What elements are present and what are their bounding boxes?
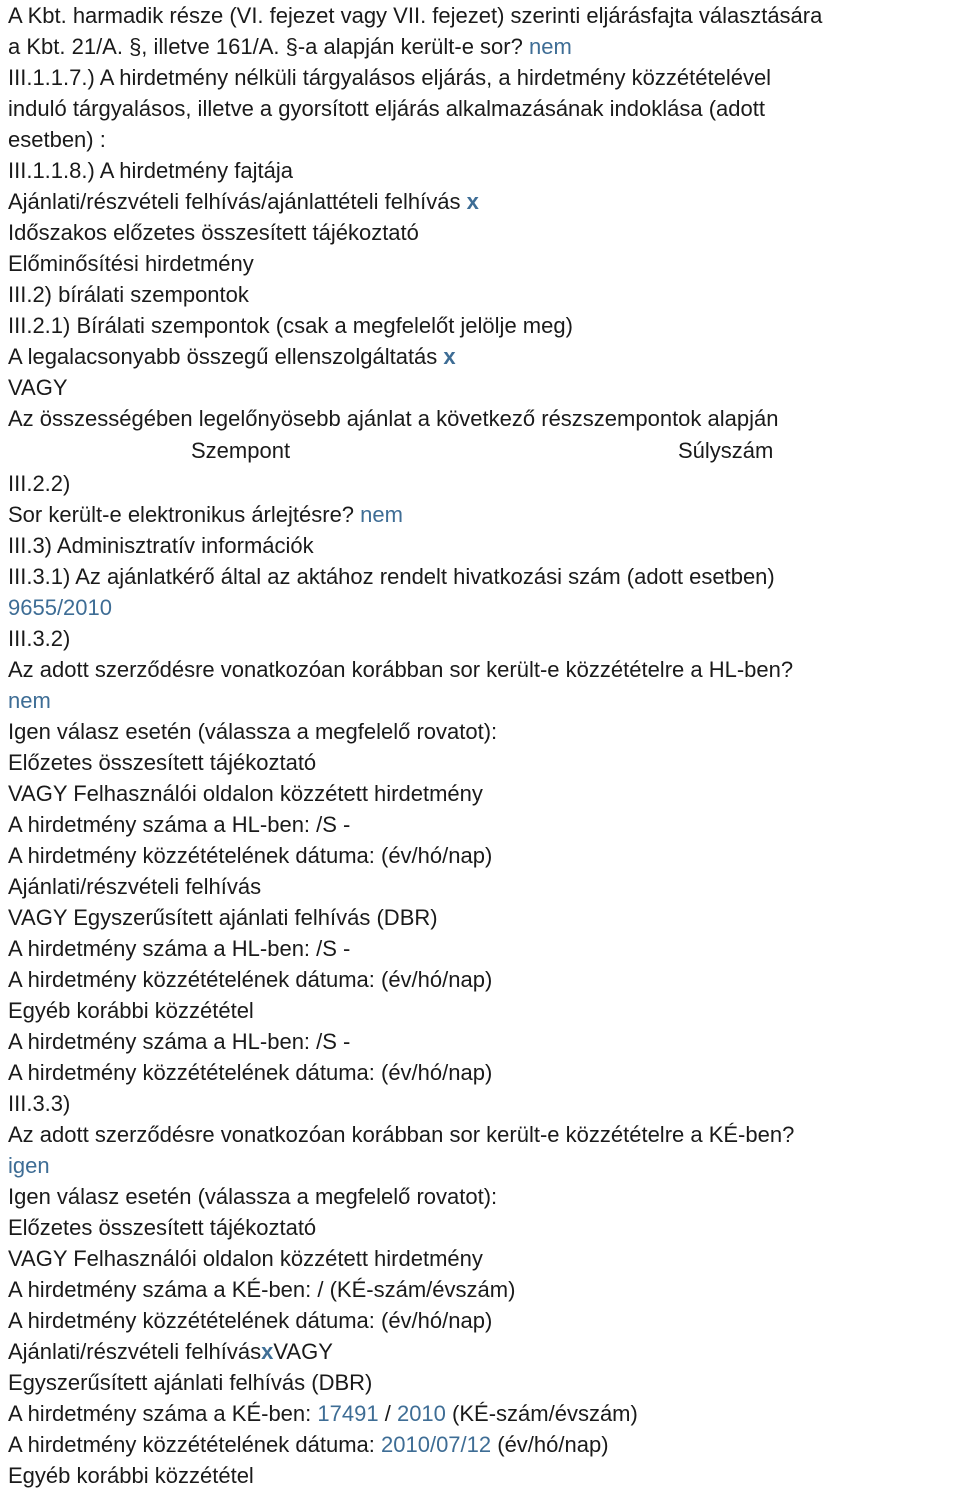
line-text: III.1.1.8.) A hirdetmény fajtája (8, 158, 293, 183)
line-text: Az összességében legelőnyösebb ajánlat a következő részszempontok alapján (8, 406, 779, 431)
line-text: III.3.3) (8, 1091, 71, 1116)
line-text: Ajánlati/részvételi felhívás/ajánlattételi felhívás (8, 189, 461, 214)
text-line (8, 403, 960, 434)
text-line (8, 1181, 960, 1212)
text-line (8, 1305, 960, 1336)
line-text: A Kbt. harmadik része (VI. fejezet vagy VII. fejezet) szerinti eljárásfajta választására (8, 3, 823, 28)
text-line (8, 654, 960, 685)
ke-notice-number-line: A hirdetmény száma a KÉ-ben: 17491 / 2010 (KÉ-szám/évszám) (8, 1401, 638, 1426)
line-text: A hirdetmény közzétételének dátuma: (év/hó/nap) (8, 843, 493, 868)
text-line (8, 1119, 960, 1150)
line-text: III.3.2) (8, 626, 71, 651)
text-line (8, 1026, 960, 1057)
line-text: Ajánlati/részvételi felhívás (8, 874, 262, 899)
text-line (8, 372, 960, 403)
text-line (8, 62, 960, 93)
text-line (8, 685, 960, 716)
line-text: VAGY Felhasználói oldalon közzétett hirdetmény (8, 781, 483, 806)
text-line (8, 341, 960, 372)
section-administrative-info (8, 468, 960, 1336)
ke-publication-date-line: A hirdetmény közzétételének dátuma: 2010/07/12 (év/hó/nap) (8, 1432, 609, 1457)
text-line (8, 1212, 960, 1243)
text-line (8, 1274, 960, 1305)
text-line (8, 468, 960, 499)
line-text: III.3.1) Az ajánlatkérő által az aktához rendelt hivatkozási szám (adott esetben) (8, 564, 775, 589)
field-value: igen (8, 1153, 50, 1178)
line-text: Időszakos előzetes összesített tájékoztató (8, 220, 419, 245)
text-line (8, 530, 960, 561)
line-text: III.1.1.7.) A hirdetmény nélküli tárgyalásos eljárás, a hirdetmény közzétételével (8, 65, 772, 90)
line-text: III.2.2) (8, 471, 71, 496)
text-line (8, 186, 960, 217)
line-text: Az adott szerződésre vonatkozóan korábban sor került-e közzétételre a HL-ben? (8, 657, 794, 682)
text-line (8, 1057, 960, 1088)
ke-publication-date: 2010/07/12 (381, 1432, 492, 1457)
line-text: Előminősítési hirdetmény (8, 251, 254, 276)
text-line (8, 840, 960, 871)
checkmark-x: x (466, 189, 479, 214)
other-publication-line: Egyéb korábbi közzététel (8, 1463, 254, 1488)
line-text: A hirdetmény száma a HL-ben: /S - (8, 812, 351, 837)
line-text: Előzetes összesített tájékoztató (8, 750, 317, 775)
text-line (8, 747, 960, 778)
line-text: VAGY (8, 375, 68, 400)
line-text: Előzetes összesített tájékoztató (8, 1215, 317, 1240)
criteria-column-header: Szempont (191, 438, 291, 463)
section-procedure-and-notice-type (8, 0, 960, 434)
line-text: A hirdetmény száma a KÉ-ben: / (KÉ-szám/évszám) (8, 1277, 516, 1302)
text-line (8, 623, 960, 654)
field-value: nem (528, 34, 572, 59)
ke-notice-year: 2010 (396, 1401, 446, 1426)
text-line (8, 716, 960, 747)
line-text: Igen válasz esetén (válassza a megfelelő rovatot): (8, 719, 498, 744)
line-text: III.2) bírálati szempontok (8, 282, 249, 307)
field-value: nem (8, 688, 51, 713)
text-line (8, 310, 960, 341)
text-line (8, 155, 960, 186)
line-text: A hirdetmény száma a HL-ben: /S - (8, 936, 351, 961)
field-value: 9655/2010 (8, 595, 112, 620)
ke-call-checkmark: x (261, 1339, 274, 1364)
text-line (8, 871, 960, 902)
text-line (8, 1243, 960, 1274)
text-line (8, 93, 960, 124)
text-line (8, 0, 960, 31)
line-text: VAGY Egyszerűsített ajánlati felhívás (DBR) (8, 905, 438, 930)
line-text: III.3) Adminisztratív információk (8, 533, 314, 558)
line-text: A hirdetmény közzétételének dátuma: (év/hó/nap) (8, 967, 493, 992)
text-line (8, 592, 960, 623)
line-text: A legalacsonyabb összegű ellenszolgáltatás (8, 344, 438, 369)
line-text: III.2.1) Bírálati szempontok (csak a megfelelőt jelölje meg) (8, 313, 573, 338)
ke-call-line: Ajánlati/részvételi felhívásxVAGY (8, 1339, 333, 1364)
weight-column-header: Súlyszám (678, 438, 774, 463)
line-text: Igen válasz esetén (válassza a megfelelő rovatot): (8, 1184, 498, 1209)
text-line (8, 124, 960, 155)
text-line (8, 809, 960, 840)
line-text: induló tárgyalásos, illetve a gyorsított eljárás alkalmazásának indoklása (adott (8, 96, 765, 121)
text-line (8, 1150, 960, 1181)
line-text: esetben) : (8, 127, 106, 152)
text-line (8, 561, 960, 592)
text-line (8, 217, 960, 248)
text-line (8, 964, 960, 995)
line-text: VAGY Felhasználói oldalon közzétett hirdetmény (8, 1246, 483, 1271)
line-text: Az adott szerződésre vonatkozóan korábban sor került-e közzétételre a KÉ-ben? (8, 1122, 795, 1147)
text-line (8, 248, 960, 279)
text-line (8, 933, 960, 964)
criteria-table-header (8, 434, 960, 468)
ke-simplified-line: Egyszerűsített ajánlati felhívás (DBR) (8, 1370, 373, 1395)
line-text: Egyéb korábbi közzététel (8, 998, 254, 1023)
line-text: A hirdetmény száma a HL-ben: /S - (8, 1029, 351, 1054)
text-line (8, 499, 960, 530)
ke-notice-number: 17491 (317, 1401, 379, 1426)
line-text: A hirdetmény közzétételének dátuma: (év/hó/nap) (8, 1060, 493, 1085)
text-line (8, 902, 960, 933)
line-text: a Kbt. 21/A. §, illetve 161/A. §-a alapján került-e sor? (8, 34, 523, 59)
text-line (8, 31, 960, 62)
text-line (8, 1088, 960, 1119)
text-line (8, 995, 960, 1026)
checkmark-x: x (443, 344, 456, 369)
field-value: nem (360, 502, 403, 527)
text-line (8, 778, 960, 809)
text-line (8, 279, 960, 310)
line-text: A hirdetmény közzétételének dátuma: (év/hó/nap) (8, 1308, 493, 1333)
line-text: Sor került-e elektronikus árlejtésre? (8, 502, 355, 527)
